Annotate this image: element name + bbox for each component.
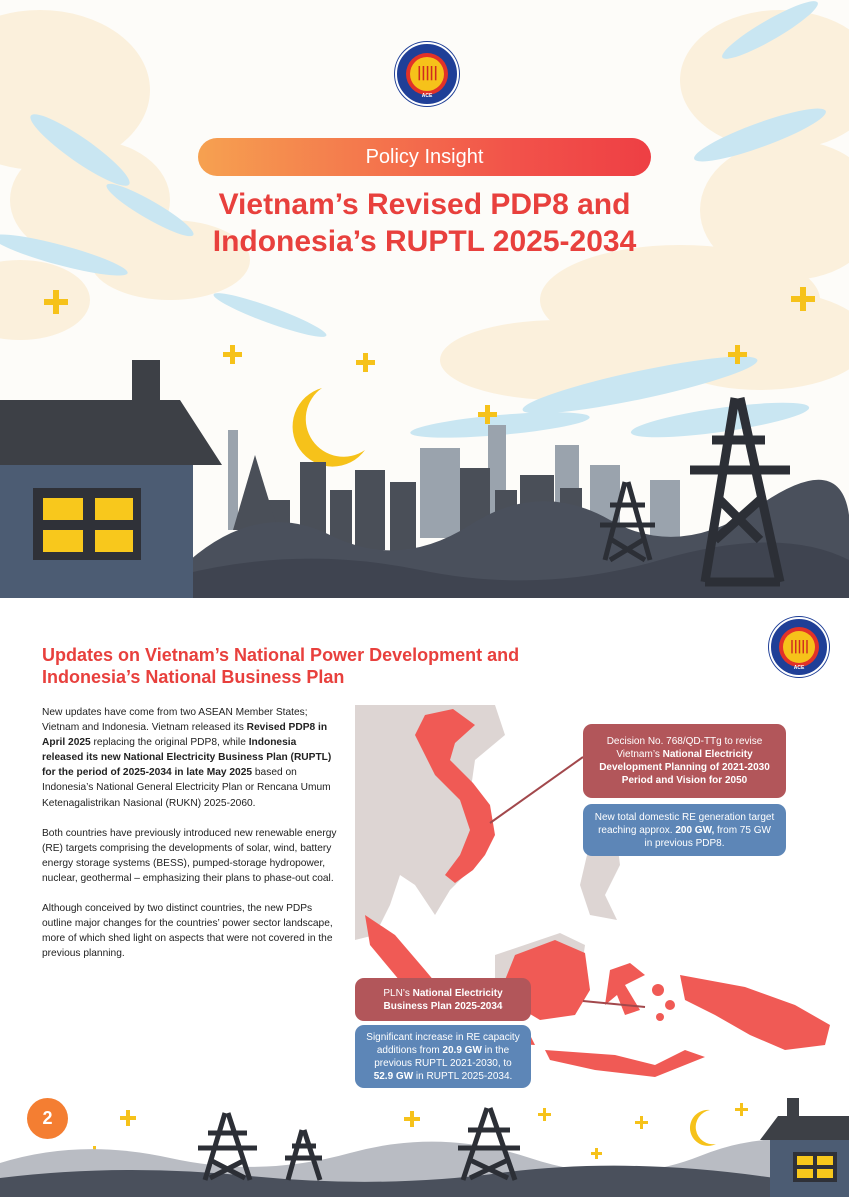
page-number: 2 [42, 1108, 53, 1128]
vietnam-target-box [583, 804, 786, 856]
cover-title [120, 186, 729, 260]
house-icon [0, 360, 222, 598]
text-run-bold: National Electricity Development Planning of 2021-2030 Period and Vision for 2050 [599, 749, 770, 786]
cover-title-line1: Vietnam’s Revised PDP8 and [218, 188, 631, 221]
paragraph-1 [42, 705, 338, 811]
section-title-line1: Updates on Vietnam’s National Power Development and [42, 645, 520, 665]
section-title-line2: Indonesia’s National Business Plan [42, 667, 345, 687]
text-run: PLN’s [383, 987, 413, 999]
policy-insight-tag [198, 138, 651, 176]
paragraph-2: Both countries have previously introduced new renewable energy (RE) targets comprising the developments of solar, wind, battery energy storage systems (BESS), pumped-storage hydropower, nuclear, geothermal – emphasizing their plans to phase-out coal. [42, 827, 337, 884]
indonesia-plan-box [355, 978, 531, 1021]
vietnam-decision-box [583, 724, 786, 798]
papua-highlight [680, 975, 830, 1050]
moon-icon [690, 1110, 716, 1146]
logo-text: ACE [793, 665, 805, 671]
text-run: in the previous RUPTL 2021-2030, to [374, 1044, 512, 1069]
text-run-bold: National Electricity Business Plan 2025-2034 [383, 987, 503, 1012]
page-number-badge [27, 1098, 68, 1139]
rice-stalks-icon: ||||| [416, 65, 438, 82]
text-run: New updates have come from two ASEAN Member States; Vietnam and Indonesia. Vietnam released its [42, 707, 308, 734]
text-run: from 75 GW in previous PDP8. [644, 824, 771, 849]
text-run-bold: Indonesia released its new National Electricity Business Plan (RUPTL) for the period of 2025-2034 in late May 2025 [42, 737, 332, 779]
text-run-bold: 52.9 GW [373, 1070, 414, 1082]
cover-title-line2: Indonesia’s RUPTL 2025-2034 [212, 225, 637, 258]
islands-highlight [652, 984, 675, 1021]
tag-label: Policy Insight [365, 145, 484, 168]
connector-line [490, 757, 583, 823]
cover-page [0, 0, 849, 598]
text-run-bold: 200 GW, [675, 824, 715, 836]
content-page [0, 598, 849, 1197]
body-text [42, 705, 338, 976]
ace-logo [395, 42, 459, 106]
text-run: Decision No. 768/QD-TTg to revise Vietnam’s [606, 736, 763, 760]
text-run: Significant increase in RE capacity additions from [366, 1031, 520, 1056]
moon-icon [293, 388, 365, 467]
small-islands-highlight [545, 1050, 705, 1077]
text-run: based on Indonesia’s National General Electricity Plan or Rencana Umum Ketenagalistrikan Nasional (RUKN) 2025-2060. [42, 767, 331, 809]
text-run: replacing the original PDP8, while [90, 737, 249, 749]
text-run-bold: Revised PDP8 in April 2025 [42, 722, 328, 749]
text-run: New total domestic RE generation target reaching approx. [594, 811, 775, 836]
text-run: in RUPTL 2025-2034. [413, 1070, 513, 1082]
footer-illustration [0, 1078, 849, 1197]
house-icon [760, 1098, 849, 1197]
section-title [42, 644, 602, 688]
ace-logo-small [769, 617, 829, 677]
logo-text: ACE [421, 93, 433, 99]
text-run-bold: 20.9 GW [442, 1044, 482, 1056]
rice-stalks-icon: ||||| [789, 638, 809, 654]
paragraph-3: Although conceived by two distinct countries, the new PDPs outline major changes for the countries’ power sector landscape, more of which shed light on aspects that were not covered in the previous planning. [42, 903, 333, 960]
